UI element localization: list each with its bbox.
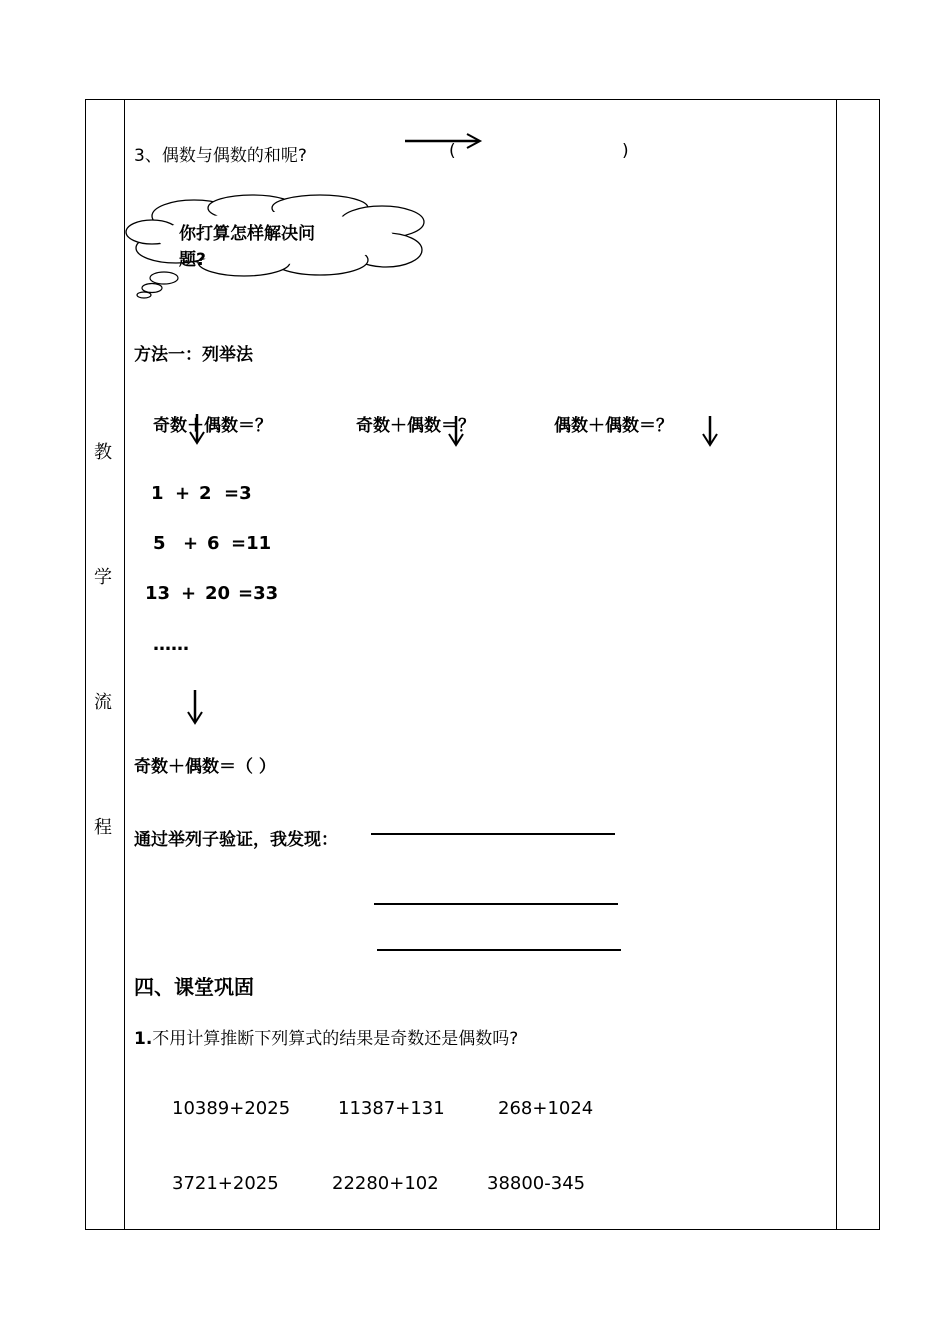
side-label-char-4: 程 [94,817,112,838]
answer-line-3 [377,949,621,951]
conclusion [134,752,276,777]
example-result: =3 [224,483,252,504]
header-odd-plus-even-1: 奇数＋偶数＝？ [153,416,272,436]
question-1-number: 1. [134,1029,153,1049]
conclusion-blank: （ ） [236,757,276,777]
down-arrow-icon [185,688,205,726]
table-top-border [85,99,880,100]
answer-line-1 [371,833,615,835]
example-operand: 2 [199,483,212,504]
expression: 268+1024 [498,1098,594,1119]
side-label-char-2: 学 [94,567,112,588]
conclusion-text: 奇数＋偶数＝ [134,757,236,777]
expression: 11387+131 [338,1098,445,1119]
method-1-title: 方法一：列举法 [134,345,253,365]
example-operator: + [175,483,191,504]
thought-cloud-icon [124,194,434,304]
down-arrow-icon [446,414,466,448]
example-operand: 13 [145,583,171,604]
example-result: =33 [238,583,279,604]
example-operator: + [183,533,199,554]
question-1-text: 不用计算推断下列算式的结果是奇数还是偶数吗? [152,1029,519,1049]
example-operand: 1 [151,483,164,504]
cloud-text-line-2: 题? [179,250,206,270]
side-label-char-3: 流 [94,692,112,713]
question-1 [134,1024,518,1049]
example-operand: 6 [207,533,220,554]
example-result: =11 [231,533,272,554]
cloud-text-line-1: 你打算怎样解决问 [179,224,315,244]
answer-line-2 [374,903,618,905]
down-arrow-icon [700,414,720,448]
expression: 10389+2025 [172,1098,291,1119]
expression: 3721+2025 [172,1173,279,1194]
answer-paren-close: ) [622,141,629,161]
header-even-plus-even: 偶数＋偶数＝？ [554,416,673,436]
down-arrow-icon [187,412,207,446]
header-odd-plus-even-2: 奇数＋偶数＝？ [356,416,475,436]
table-bottom-border [85,1229,880,1230]
ellipsis: …… [153,634,189,655]
table-left-border [85,99,86,1230]
right-arrow-icon [403,131,483,151]
expression: 22280+102 [332,1173,439,1194]
question-3: 3、偶数与偶数的和呢? [134,146,307,166]
answer-paren-open: ( [449,141,456,161]
table-col-divider-2 [836,99,837,1230]
table-right-border [879,99,880,1230]
example-operand: 20 [205,583,231,604]
example-operand: 5 [153,533,166,554]
verify-prompt: 通过举列子验证，我发现： [134,830,338,850]
example-operator: + [181,583,197,604]
expression: 38800-345 [487,1173,586,1194]
side-label-char-1: 教 [94,442,112,463]
section-4-title: 四、课堂巩固 [134,975,254,999]
